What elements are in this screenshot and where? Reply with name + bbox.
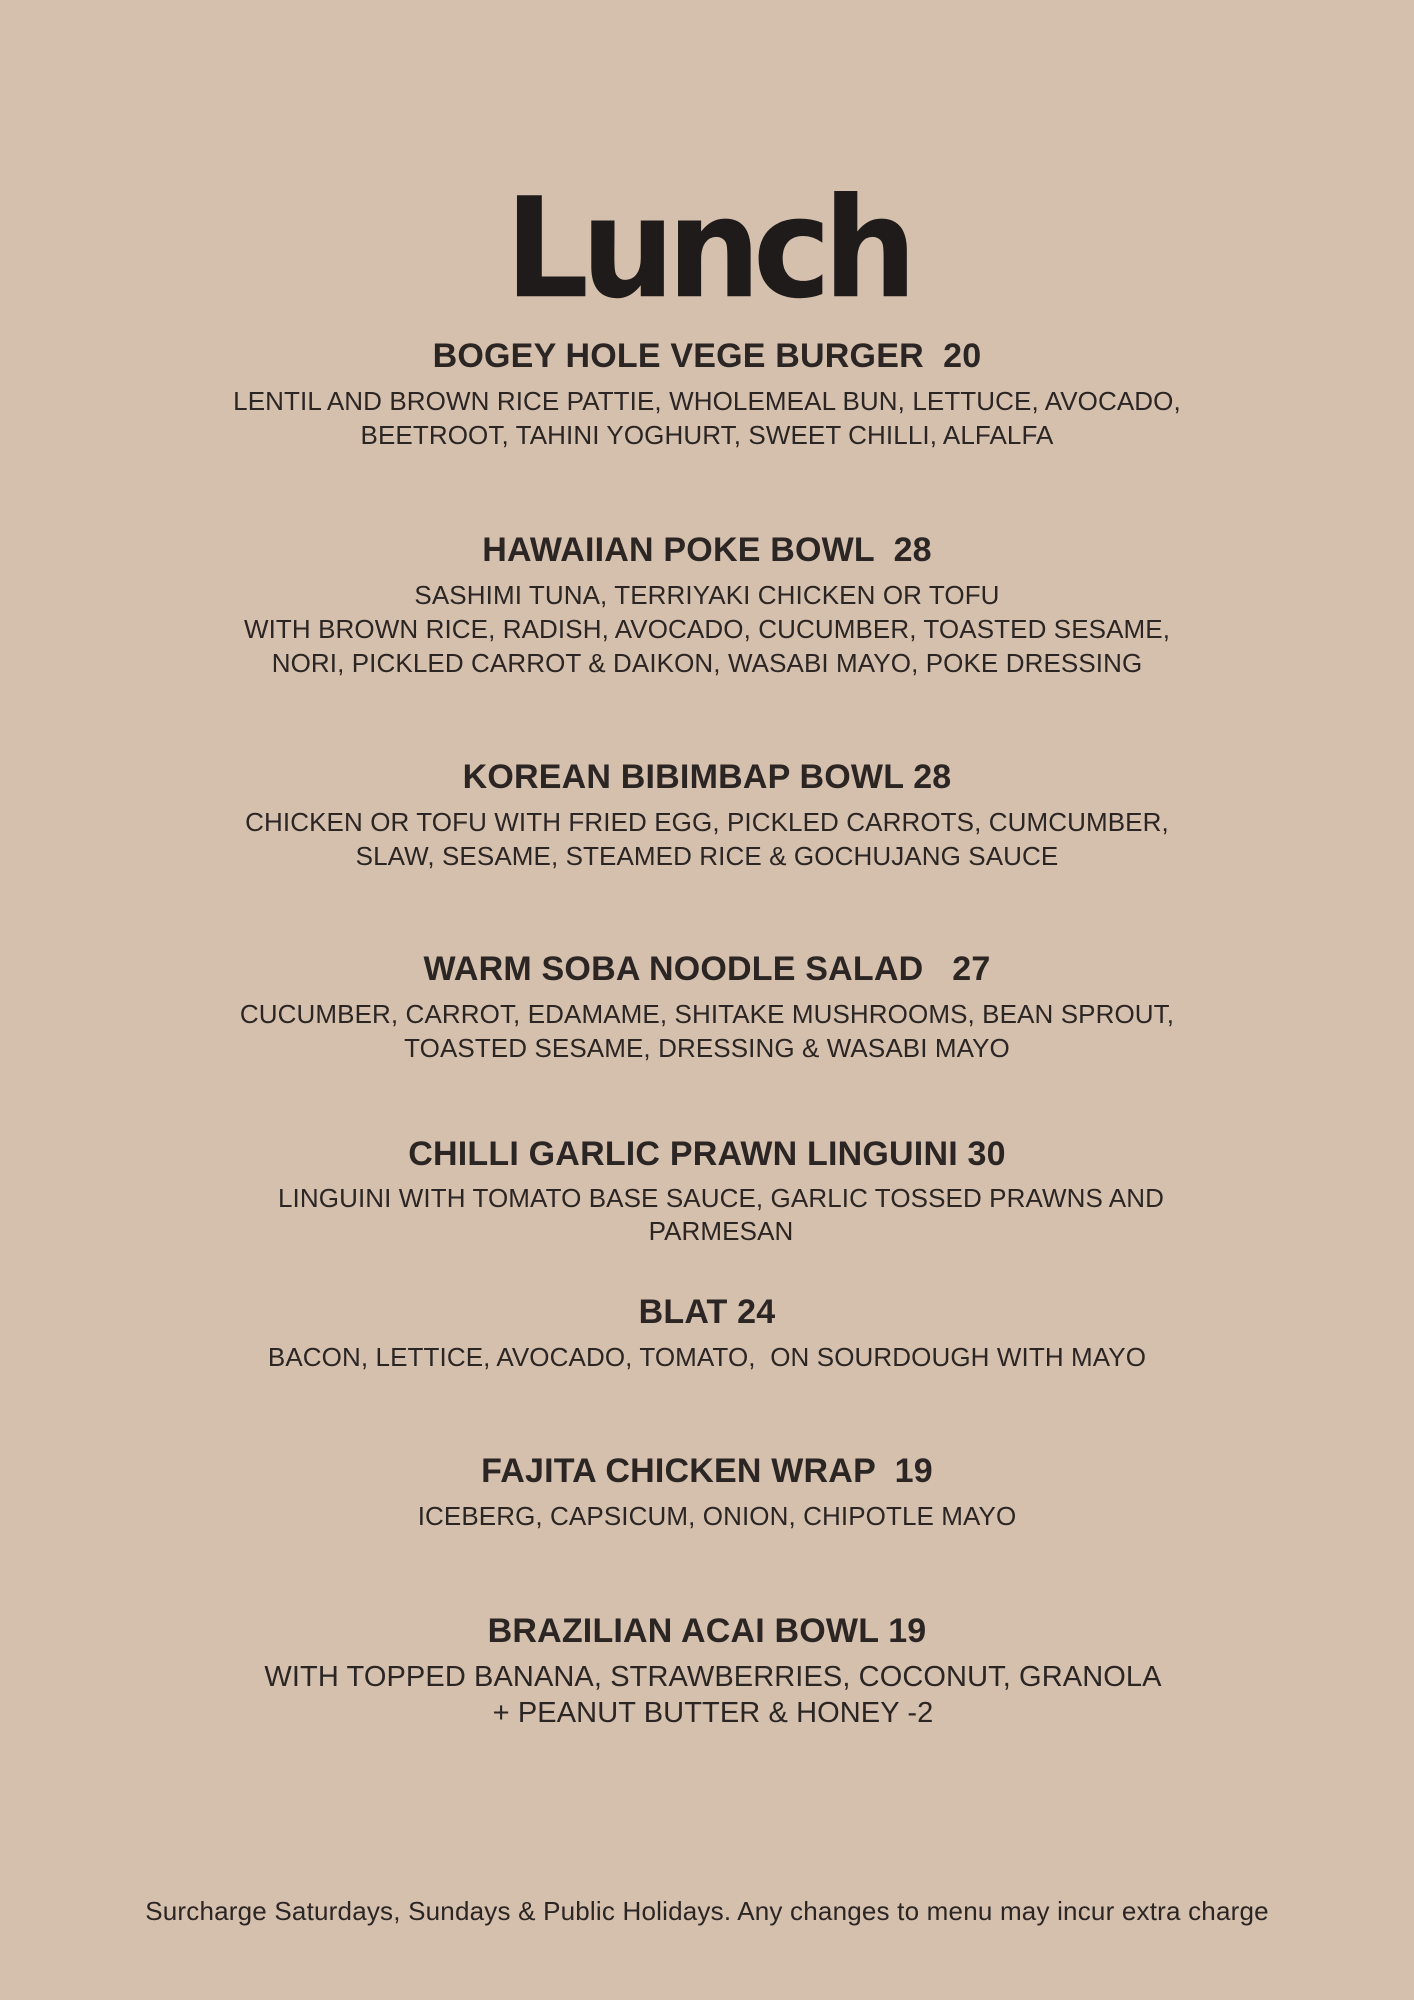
menu-item-name: BOGEY HOLE VEGE BURGER 20 [432,337,982,375]
menu-item-description [0,1340,1414,1374]
description-line: LENTIL AND BROWN RICE PATTIE, WHOLEMEAL BUN, LETTUCE, AVOCADO, [233,386,1181,416]
description-line: BEETROOT, TAHINI YOGHURT, SWEET CHILLI, ALFALFA [360,420,1054,450]
menu-item-name: BRAZILIAN ACAI BOWL 19 [487,1612,927,1650]
menu-item-name: HAWAIIAN POKE BOWL 28 [482,531,932,569]
description-line: PARMESAN [648,1216,794,1246]
menu-item-description [0,1659,1414,1731]
menu-item-description [0,1499,1414,1533]
description-line: CHICKEN OR TOFU WITH FRIED EGG, PICKLED CARROTS, CUMCUMBER, [245,807,1169,837]
description-line: BACON, LETTICE, AVOCADO, TOMATO, ON SOURDOUGH WITH MAYO [267,1342,1147,1372]
menu-item-name: CHILLI GARLIC PRAWN LINGUINI 30 [408,1135,1006,1173]
menu-item-description [0,578,1414,680]
description-line: SLAW, SESAME, STEAMED RICE & GOCHUJANG SAUCE [355,841,1059,871]
menu-item-acai-bowl [0,1611,1414,1731]
menu-item-description [0,384,1414,452]
menu-item-description [0,805,1414,873]
menu-title: Lunch [504,168,910,331]
menu-item-description [0,1182,1414,1248]
description-line: TOASTED SESAME, DRESSING & WASABI MAYO [404,1033,1010,1063]
menu-item-prawn-linguini [0,1134,1414,1248]
menu-item-poke-bowl [0,530,1414,680]
menu-item-name: KOREAN BIBIMBAP BOWL 28 [462,758,952,796]
description-line: CUCUMBER, CARROT, EDAMAME, SHITAKE MUSHROOMS, BEAN SPROUT, [239,999,1175,1029]
menu-item-name: BLAT 24 [638,1293,776,1331]
menu-item-vege-burger [0,336,1414,452]
description-line: SASHIMI TUNA, TERRIYAKI CHICKEN OR TOFU [414,580,1000,610]
menu-item-fajita-chicken-wrap [0,1451,1414,1533]
description-line: WITH TOPPED BANANA, STRAWBERRIES, COCONUT, GRANOLA [264,1661,1162,1693]
menu-item-description [0,997,1414,1065]
menu-item-soba-noodle-salad [0,949,1414,1065]
description-line: NORI, PICKLED CARROT & DAIKON, WASABI MAYO, POKE DRESSING [271,648,1143,678]
description-line: ICEBERG, CAPSICUM, ONION, CHIPOTLE MAYO [417,1501,1017,1531]
surcharge-note: Surcharge Saturdays, Sundays & Public Holidays. Any changes to menu may incur extra charge [145,1896,1269,1926]
menu-item-name: FAJITA CHICKEN WRAP 19 [481,1452,933,1490]
description-line: WITH BROWN RICE, RADISH, AVOCADO, CUCUMBER, TOASTED SESAME, [243,614,1171,644]
menu-item-name: WARM SOBA NOODLE SALAD 27 [423,950,991,988]
description-line: LINGUINI WITH TOMATO BASE SAUCE, GARLIC TOSSED PRAWNS AND [277,1183,1165,1213]
menu-item-blat [0,1292,1414,1374]
menu-item-bibimbap-bowl [0,757,1414,873]
description-line: + PEANUT BUTTER & HONEY -2 [492,1697,934,1729]
